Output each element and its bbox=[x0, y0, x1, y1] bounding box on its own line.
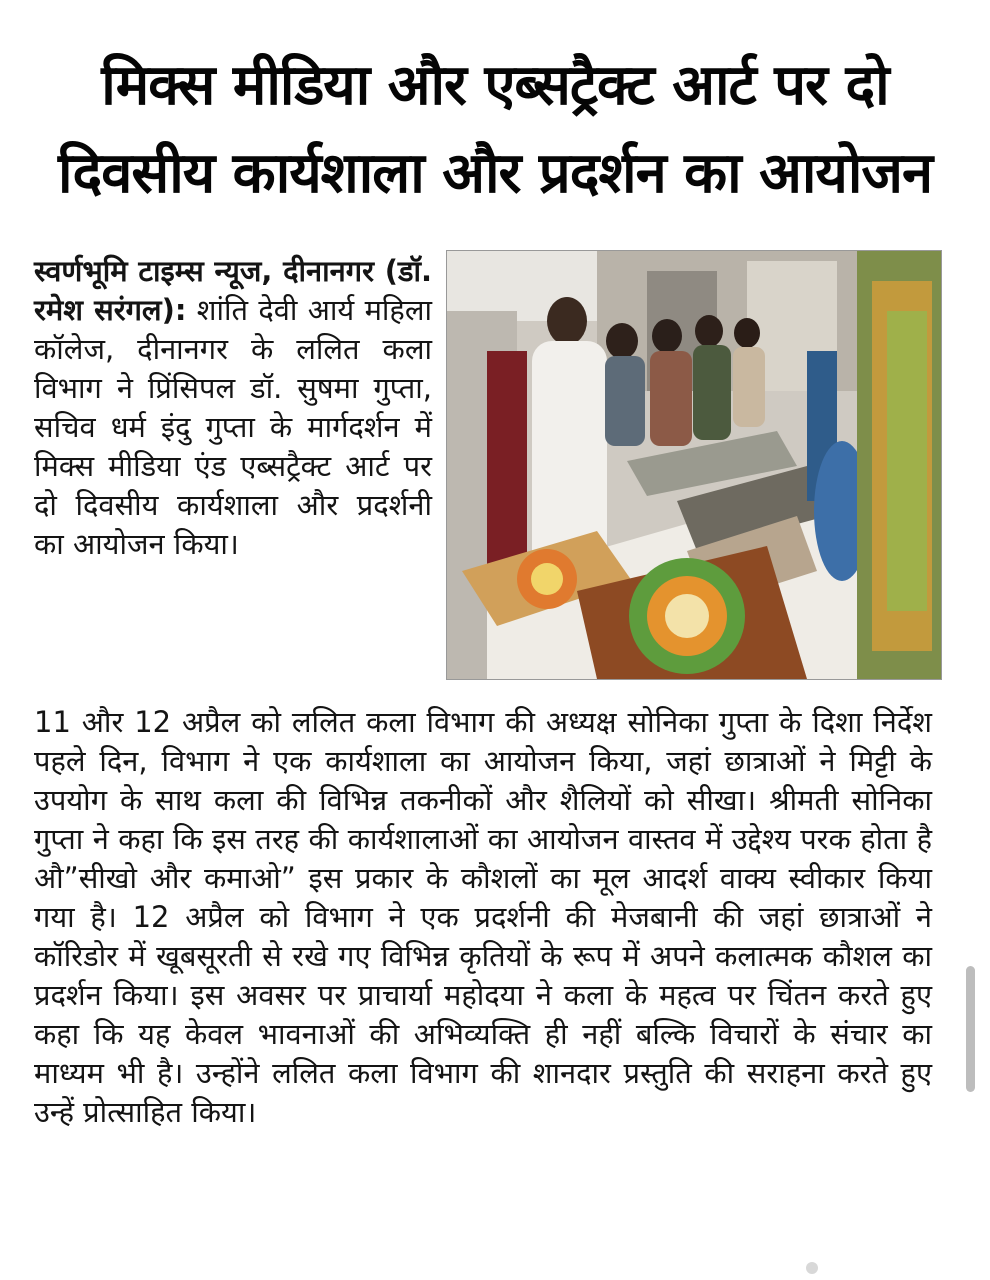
exhibition-photo-illustration bbox=[447, 251, 941, 679]
dateline: स्वर्णभूमि टाइम्स न्यूज, दीनानगर (डॉ. रमेश सरंगल): bbox=[34, 254, 432, 327]
headline-line-1: मिक्स मीडिया और एब्सट्रैक्ट आर्ट पर दो bbox=[101, 53, 889, 118]
cropped-previous-text bbox=[0, 0, 990, 4]
scrollbar-thumb[interactable] bbox=[966, 966, 975, 1092]
exhibition-photo bbox=[446, 250, 942, 680]
page-indicator-dot bbox=[806, 1262, 818, 1274]
intro-paragraph bbox=[34, 252, 432, 564]
headline-line-2: दिवसीय कार्यशाला और प्रदर्शन का आयोजन bbox=[57, 141, 933, 206]
headline bbox=[20, 42, 970, 218]
article-body: 11 और 12 अप्रैल को ललित कला विभाग की अध्यक्ष सोनिका गुप्ता के दिशा निर्देश पहले दिन, विभाग ने एक कार्यशाला का आयोजन किया, जहां छात्राओं ने मिट्टी के उपयोग के साथ कला की विभिन्न तकनीकों और शैलियों को सीखा। श्रीमती सोनिका गुप्ता ने कहा कि इस तरह की कार्यशालाओं का आयोजन वास्तव में उद्देश्य परक होता है औ”सीखो और कमाओ” इस प्रकार के कौशलों का मूल आदर्श वाक्य स्वीकार किया गया है। 12 अप्रैल को विभाग ने एक प्रदर्शनी की मेजबानी की जहां छात्राओं ने कॉरिडोर में खूबसूरती से रखे गए विभिन्न कृतियों के रूप में अपने कलात्मक कौशल का प्रदर्शन किया। इस अवसर पर प्राचार्या महोदया ने कला के महत्व पर चिंतन करते हुए कहा कि यह केवल भावनाओं की अभिव्यक्ति ही नहीं बल्कि विचारों के संचार का माध्यम भी है। उन्होंने ललित कला विभाग की शानदार प्रस्तुति की सराहना करते हुए उन्हें प्रोत्साहित किया। bbox=[34, 705, 932, 1129]
intro-text: शांति देवी आर्य महिला कॉलेज, दीनानगर के ललित कला विभाग ने प्रिंसिपल डॉ. सुषमा गुप्ता, सचिव धर्म इंदु गुप्ता के मार्गदर्शन में मिक्स मीडिया एंड एब्सट्रैक्ट आर्ट पर दो दिवसीय कार्यशाला और प्रदर्शनी का आयोजन किया। bbox=[34, 293, 432, 561]
